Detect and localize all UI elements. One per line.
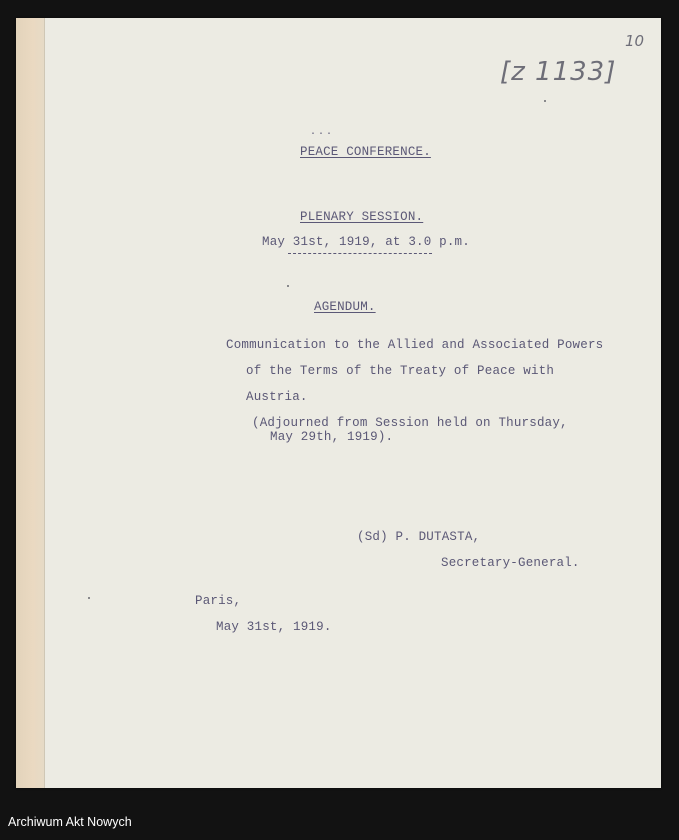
conference-heading: PEACE CONFERENCE. bbox=[300, 145, 431, 159]
document-page bbox=[16, 18, 661, 788]
paper-speck bbox=[544, 100, 546, 102]
agendum-line-3: Austria. bbox=[246, 390, 308, 404]
agendum-line-1: Communication to the Allied and Associated Powers bbox=[226, 338, 604, 352]
archive-footer: Archiwum Akt Nowych bbox=[8, 815, 132, 829]
session-date: May 31st, 1919, at 3.0 p.m. bbox=[262, 235, 470, 249]
signature-title: Secretary-General. bbox=[441, 556, 580, 570]
date-line: May 31st, 1919. bbox=[216, 620, 332, 634]
paper-speck bbox=[88, 597, 90, 599]
page-edge-shadow bbox=[16, 18, 44, 788]
dashed-divider bbox=[288, 253, 432, 254]
typed-dots: ... bbox=[310, 127, 335, 138]
session-title: PLENARY SESSION. bbox=[300, 210, 424, 224]
page-fold-line bbox=[44, 18, 45, 788]
place-line: Paris, bbox=[195, 594, 242, 608]
agendum-label: AGENDUM. bbox=[314, 300, 376, 314]
catalog-mark-annotation: [z 1133] bbox=[500, 57, 617, 87]
agendum-line-2: of the Terms of the Treaty of Peace with bbox=[246, 364, 555, 378]
adjourned-note-line-1: (Adjourned from Session held on Thursday, bbox=[252, 416, 568, 430]
signature-line: (Sd) P. DUTASTA, bbox=[357, 530, 481, 544]
paper-speck bbox=[287, 285, 289, 287]
page-number-annotation: 10 bbox=[625, 32, 645, 50]
adjourned-note-line-2: May 29th, 1919). bbox=[270, 430, 394, 444]
